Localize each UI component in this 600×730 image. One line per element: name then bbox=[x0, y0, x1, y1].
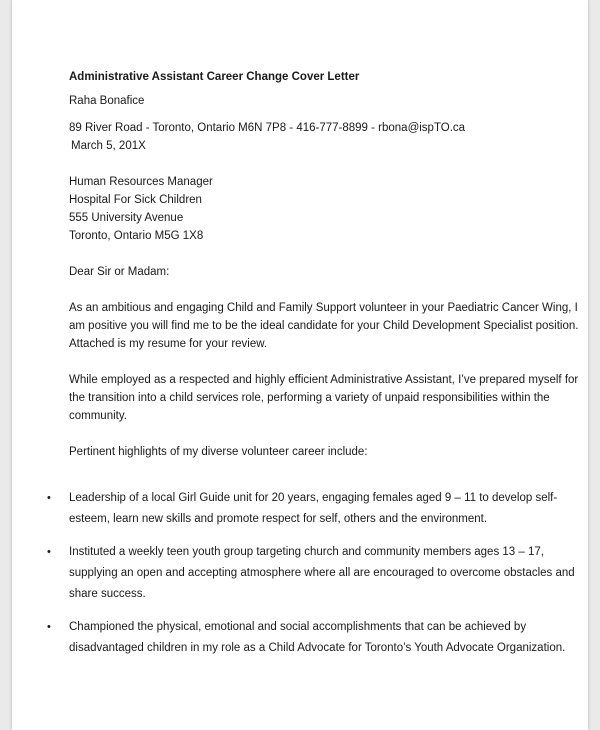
list-item-line: Instituted a weekly teen youth group targeting church and community members ages 13 – 17, bbox=[69, 546, 544, 558]
bullet-icon: • bbox=[47, 621, 51, 633]
list-item-line: esteem, learn new skills and promote respect for self, others and the environment. bbox=[69, 513, 488, 525]
recipient-line: Toronto, Ontario M5G 1X8 bbox=[69, 230, 204, 242]
paragraph-line: While employed as a respected and highly efficient Administrative Assistant, I’ve prepared myself for bbox=[69, 374, 579, 386]
sender-name: Raha Bonafice bbox=[69, 95, 145, 107]
recipient-line: Human Resources Manager bbox=[69, 176, 213, 188]
highlights-list bbox=[47, 488, 575, 659]
list-item bbox=[47, 488, 558, 530]
paragraph-experience bbox=[69, 371, 579, 425]
paragraph-line: am positive you will find me to be the ideal candidate for your Child Development Specialist position. bbox=[69, 320, 579, 332]
paragraph-intro bbox=[69, 299, 579, 353]
list-item-line: share success. bbox=[69, 588, 146, 600]
recipient-line: Hospital For Sick Children bbox=[69, 194, 202, 206]
salutation: Dear Sir or Madam: bbox=[69, 266, 170, 278]
bullet-icon: • bbox=[47, 546, 51, 558]
letter-title: Administrative Assistant Career Change Cover Letter bbox=[69, 71, 360, 83]
recipient-line: 555 University Avenue bbox=[69, 212, 184, 224]
bullet-icon: • bbox=[47, 492, 51, 504]
paragraph-line: As an ambitious and engaging Child and Family Support volunteer in your Paediatric Cancer Wing, I bbox=[69, 302, 578, 314]
paragraph-line: the transition into a child services role, performing a variety of unpaid responsibilities within the bbox=[69, 392, 550, 404]
list-item-line: Championed the physical, emotional and social accomplishments that can be achieved by bbox=[69, 621, 527, 633]
highlights-intro: Pertinent highlights of my diverse volunteer career include: bbox=[69, 446, 368, 458]
recipient-address bbox=[69, 173, 547, 245]
sender-contact: 89 River Road - Toronto, Ontario M6N 7P8 - 416-777-8899 - rbona@ispTO.ca bbox=[69, 122, 466, 134]
paragraph-line: Attached is my resume for your review. bbox=[69, 338, 268, 350]
document-page bbox=[12, 0, 588, 730]
list-item bbox=[47, 617, 566, 659]
paragraph-line: community. bbox=[69, 410, 127, 422]
list-item-line: Leadership of a local Girl Guide unit for 20 years, engaging females aged 9 – 11 to develop self- bbox=[69, 492, 558, 504]
list-item-line: supplying an open and accepting atmosphere where all are encouraged to overcome obstacles and bbox=[69, 567, 575, 579]
letter-body bbox=[47, 68, 579, 671]
list-item-line: disadvantaged children in my role as a Child Advocate for Toronto’s Youth Advocate Organization. bbox=[69, 642, 566, 654]
list-item bbox=[47, 542, 575, 605]
letter-date: March 5, 201X bbox=[71, 140, 146, 152]
